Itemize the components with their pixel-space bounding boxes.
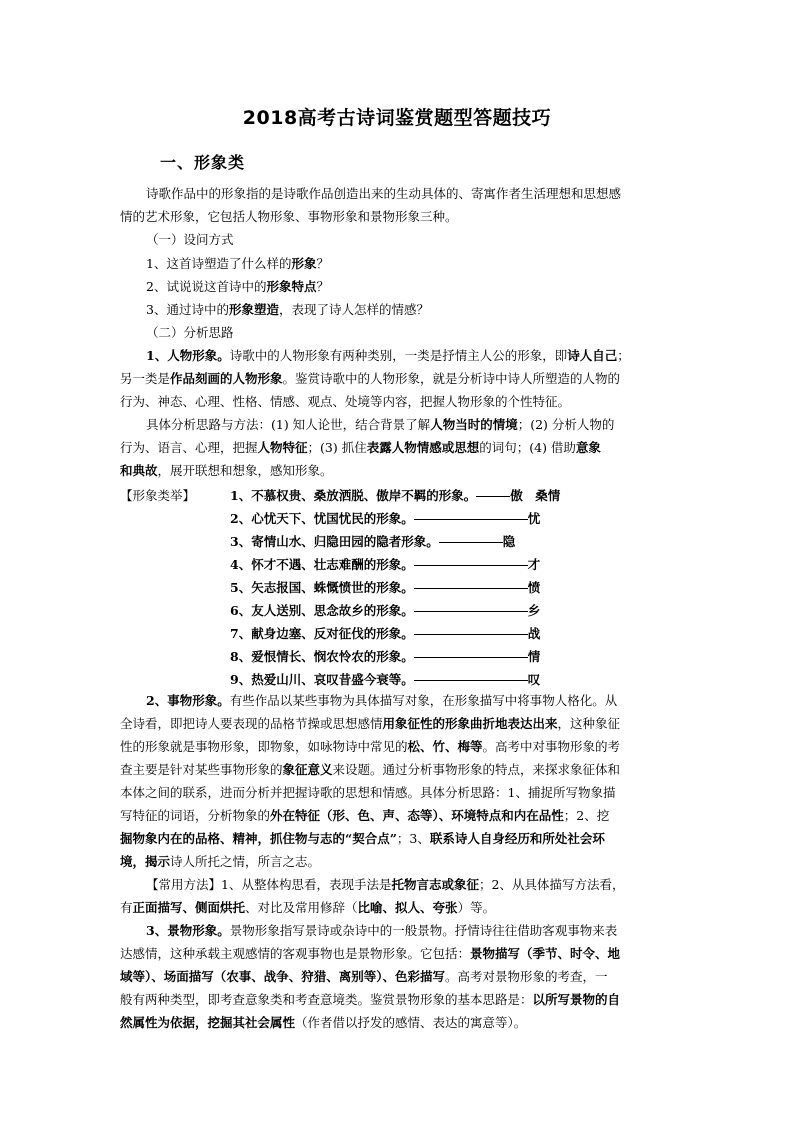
example-item: 9、热爱山川、哀叹昔盛今衰等。 叹 (230, 672, 541, 687)
p1-line-3: 行为、神态、心理、性格、情感、观点、处境等内容，把握人物形象的个性特征。 (120, 394, 571, 409)
p3-line-1: 2、事物形象。有些作品以某些事物为具体描写对象，在形象描写中将事物人格化。从 (146, 693, 618, 708)
example-item: 4、怀才不遇、壮志难酬的形象。 才 (230, 557, 541, 572)
example-item: 6、友人送别、思念故乡的形象。 乡 (230, 603, 541, 618)
p4-line-1: 【常用方法】1、从整体构思看，表现手法是托物言志或象征；2、从具体描写方法看， (146, 877, 625, 892)
example-item: 7、献身边塞、反对征伐的形象。 战 (230, 626, 541, 641)
p3-line-4: 查主要是针对某些事物形象的象征意义来设题。通过分析事物形象的特点，来探求象征体和 (120, 762, 621, 777)
intro-line-1: 诗歌作品中的形象指的是诗歌作品创造出来的生动具体的、寄寓作者生活理想和思想感 (146, 186, 622, 201)
question-3: 3、通过诗中的形象塑造，表现了诗人怎样的情感？ (146, 302, 429, 317)
p2-line-1: 具体分析思路与方法：(1) 知人论世，结合背景了解人物当时的情境；(2) 分析人物的 (146, 417, 615, 432)
p3-line-2: 全诗看，即把诗人要表现的品格节操或思想感情用象征性的形象曲折地表达出来，这种象征 (120, 716, 621, 731)
p5-line-4: 般有两种类型，即考查意象类和考查意境类。鉴赏景物形象的基本思路是：以所写景物的自 (120, 992, 621, 1007)
section-heading: 一、形象类 (160, 153, 246, 172)
p3-line-8: 境，揭示诗人所托之情，所言之志。 (120, 854, 321, 869)
subheading-analysis: （二）分析思路 (146, 325, 234, 340)
example-item: 8、爱恨情长、悯农怜农的形象。 情 (230, 649, 541, 664)
p2-line-3: 和典故，展开联想和想象，感知形象。 (120, 463, 333, 478)
p3-line-3: 性的形象就是事物形象，即物象，如咏物诗中常见的松、竹、梅等。高考中对事物形象的考 (120, 739, 621, 754)
p5-line-3: 域等）、场面描写（农事、战争、狩猎、离别等）、色彩描写。高考对景物形象的考查，一 (120, 969, 608, 984)
p3-line-7: 掘物象内在的品格、精神，抓住物与志的“契合点”；3、联系诗人自身经历和所处社会环 (120, 831, 605, 846)
p3-line-5: 本体之间的联系，进而分析并把握诗歌的思想和情感。具体分析思路：1、捕捉所写物象描 (120, 785, 616, 800)
p5-line-5: 然属性为依据，挖掘其社会属性（作者借以抒发的感情、表达的寓意等）。 (120, 1015, 527, 1030)
p3-line-6: 写特征的词语，分析物象的外在特征（形、色、声、态等）、环境特点和内在品性；2、挖 (120, 808, 610, 823)
example-item: 1、不慕权贵、桑放洒脱、傲岸不羁的形象。 傲 桑情 (230, 488, 561, 503)
document-title: 2018高考古诗词鉴赏题型答题技巧 (242, 107, 552, 129)
subheading-questions: （一）设问方式 (146, 232, 234, 247)
p4-line-2: 有正面描写、侧面烘托、对比及常用修辞（比喻、拟人、夸张）等。 (120, 900, 496, 915)
example-item: 3、寄情山水、归隐田园的隐者形象。 隐 (230, 534, 516, 549)
example-item: 5、矢志报国、蛛慨愤世的形象。 愤 (230, 580, 541, 595)
question-1: 1、这首诗塑造了什么样的形象？ (146, 256, 329, 271)
intro-line-2: 情的艺术形象，它包括人物形象、事物形象和景物形象三种。 (120, 209, 458, 224)
examples-label: 【形象类举】 (120, 488, 196, 503)
p1-line-1: 1、人物形象。诗歌中的人物形象有两种类别，一类是抒情主人公的形象，即诗人自己； (146, 348, 630, 363)
p5-line-1: 3、景物形象。景物形象指写景诗或杂诗中的一般景物。抒情诗往往借助客观事物来表 (146, 923, 618, 938)
example-item: 2、心忧天下、忧国忧民的形象。 忧 (230, 511, 541, 526)
question-2: 2、试说说这首诗中的形象特点？ (146, 279, 329, 294)
p2-line-2: 行为、语言、心理，把握人物特征；(3) 抓住表露人物情感或思想的词句；(4) 借助意象 (120, 440, 601, 455)
p1-line-2: 另一类是作品刻画的人物形象。鉴赏诗歌中的人物形象，就是分析诗中诗人所塑造的人物的 (120, 371, 621, 386)
p5-line-2: 达感情，这种承载主观感情的客观事物也是景物形象。它包括：景物描写（季节、时令、地 (120, 946, 621, 961)
